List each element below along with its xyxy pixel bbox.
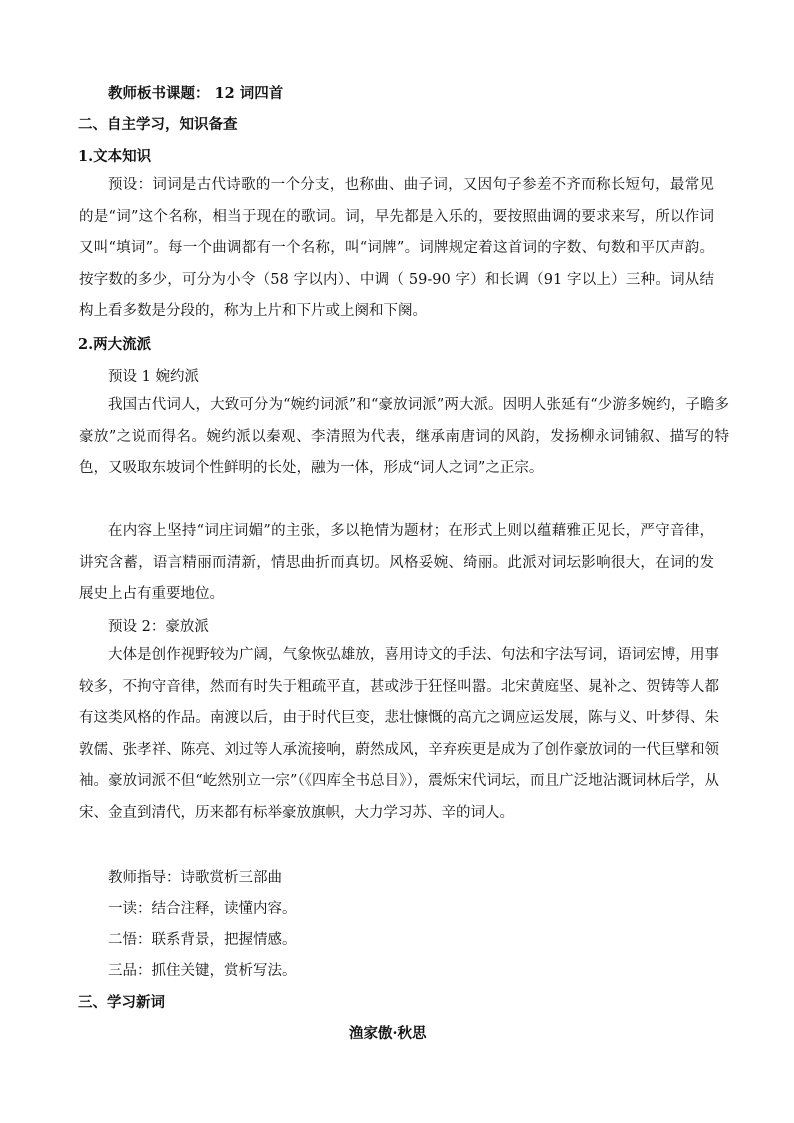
poem-title: 渔家傲·秋思 [349,1025,427,1042]
guidance-step-2: 二悟：联系背景，把握情感。 [108,932,297,948]
wanyue-paragraph-1: 我国古代词人，大致可分为“婉约词派”和“豪放词派”两大派。因明人张延有“少游多婉约，子瞻多豪放”之说而得名。婉约派以秦观、李清照为代表，继承南唐词的风韵，发扬柳永词铺叙、描写的特色，又吸取东坡词个性鲜明的长处，融为一体，形成“词人之词”之正宗。 [79,397,729,476]
text-knowledge-paragraph: 预设：词词是古代诗歌的一个分支，也称曲、曲子词，又因句子参差不齐而称长短句，最常见的是“词”这个名称，相当于现在的歌词。词，早先都是入乐的，要按照曲调的要求来写，所以作词又叫“填词”。每一个曲调都有一个名称，叫“词牌”。词牌规定着这首词的字数、句数和平仄声韵。按字数的多少，可分为小令（58 字以内）、中调（ 59-90 字）和长调（91 字以上）三种。词从结构上看多数是分段的，称为上片和下片或上阕和下阕。 [79,177,714,319]
preset-2-label: 预设 2：豪放派 [108,619,209,635]
item-1-heading: 1.文本知识 [78,148,152,165]
preset-1-label: 预设 1 婉约派 [108,369,199,385]
wanyue-paragraph-2: 在内容上坚持“词庄词媚”的主张，多以艳情为题材；在形式上则以蕴藉雅正见长，严守音律，讲究含蓄，语言精丽而清新，情思曲折而真切。风格妥婉、绮丽。此派对词坛影响很大，在词的发展史上占有重要地位。 [79,523,714,602]
section-2-heading: 二、自主学习，知识备查 [78,116,238,133]
item-2-heading: 2.两大流派 [78,336,152,353]
haofang-paragraph: 大体是创作视野较为广阔，气象恢弘雄放，喜用诗文的手法、句法和字法写词，语词宏博，用事较多，不拘守音律，然而有时失于粗疏平直，甚或涉于狂怪叫嚣。北宋黄庭坚、晁补之、贺铸等人都有这类风格的作品。南渡以后，由于时代巨变，悲壮慷慨的高亢之调应运发展，陈与义、叶梦得、朱敦儒、张孝祥、陈亮、刘过等人承流接响，蔚然成风，辛弃疾更是成为了创作豪放词的一代巨擘和领袖。豪放词派不但“屹然别立一宗”（《四库全书总目》），震烁宋代词坛，而且广泛地沾溉词林后学，从宋、金直到清代，历来都有标举豪放旗帜，大力学习苏、辛的词人。 [79,647,719,821]
board-title: 教师板书课题： 12 词四首 [108,85,284,102]
guidance-step-3: 三品：抓住关键，赏析写法。 [108,963,297,979]
guidance-step-1: 一读：结合注释，读懂内容。 [108,901,297,917]
guidance-title: 教师指导：诗歌赏析三部曲 [108,870,282,886]
section-3-heading: 三、学习新词 [78,994,165,1011]
